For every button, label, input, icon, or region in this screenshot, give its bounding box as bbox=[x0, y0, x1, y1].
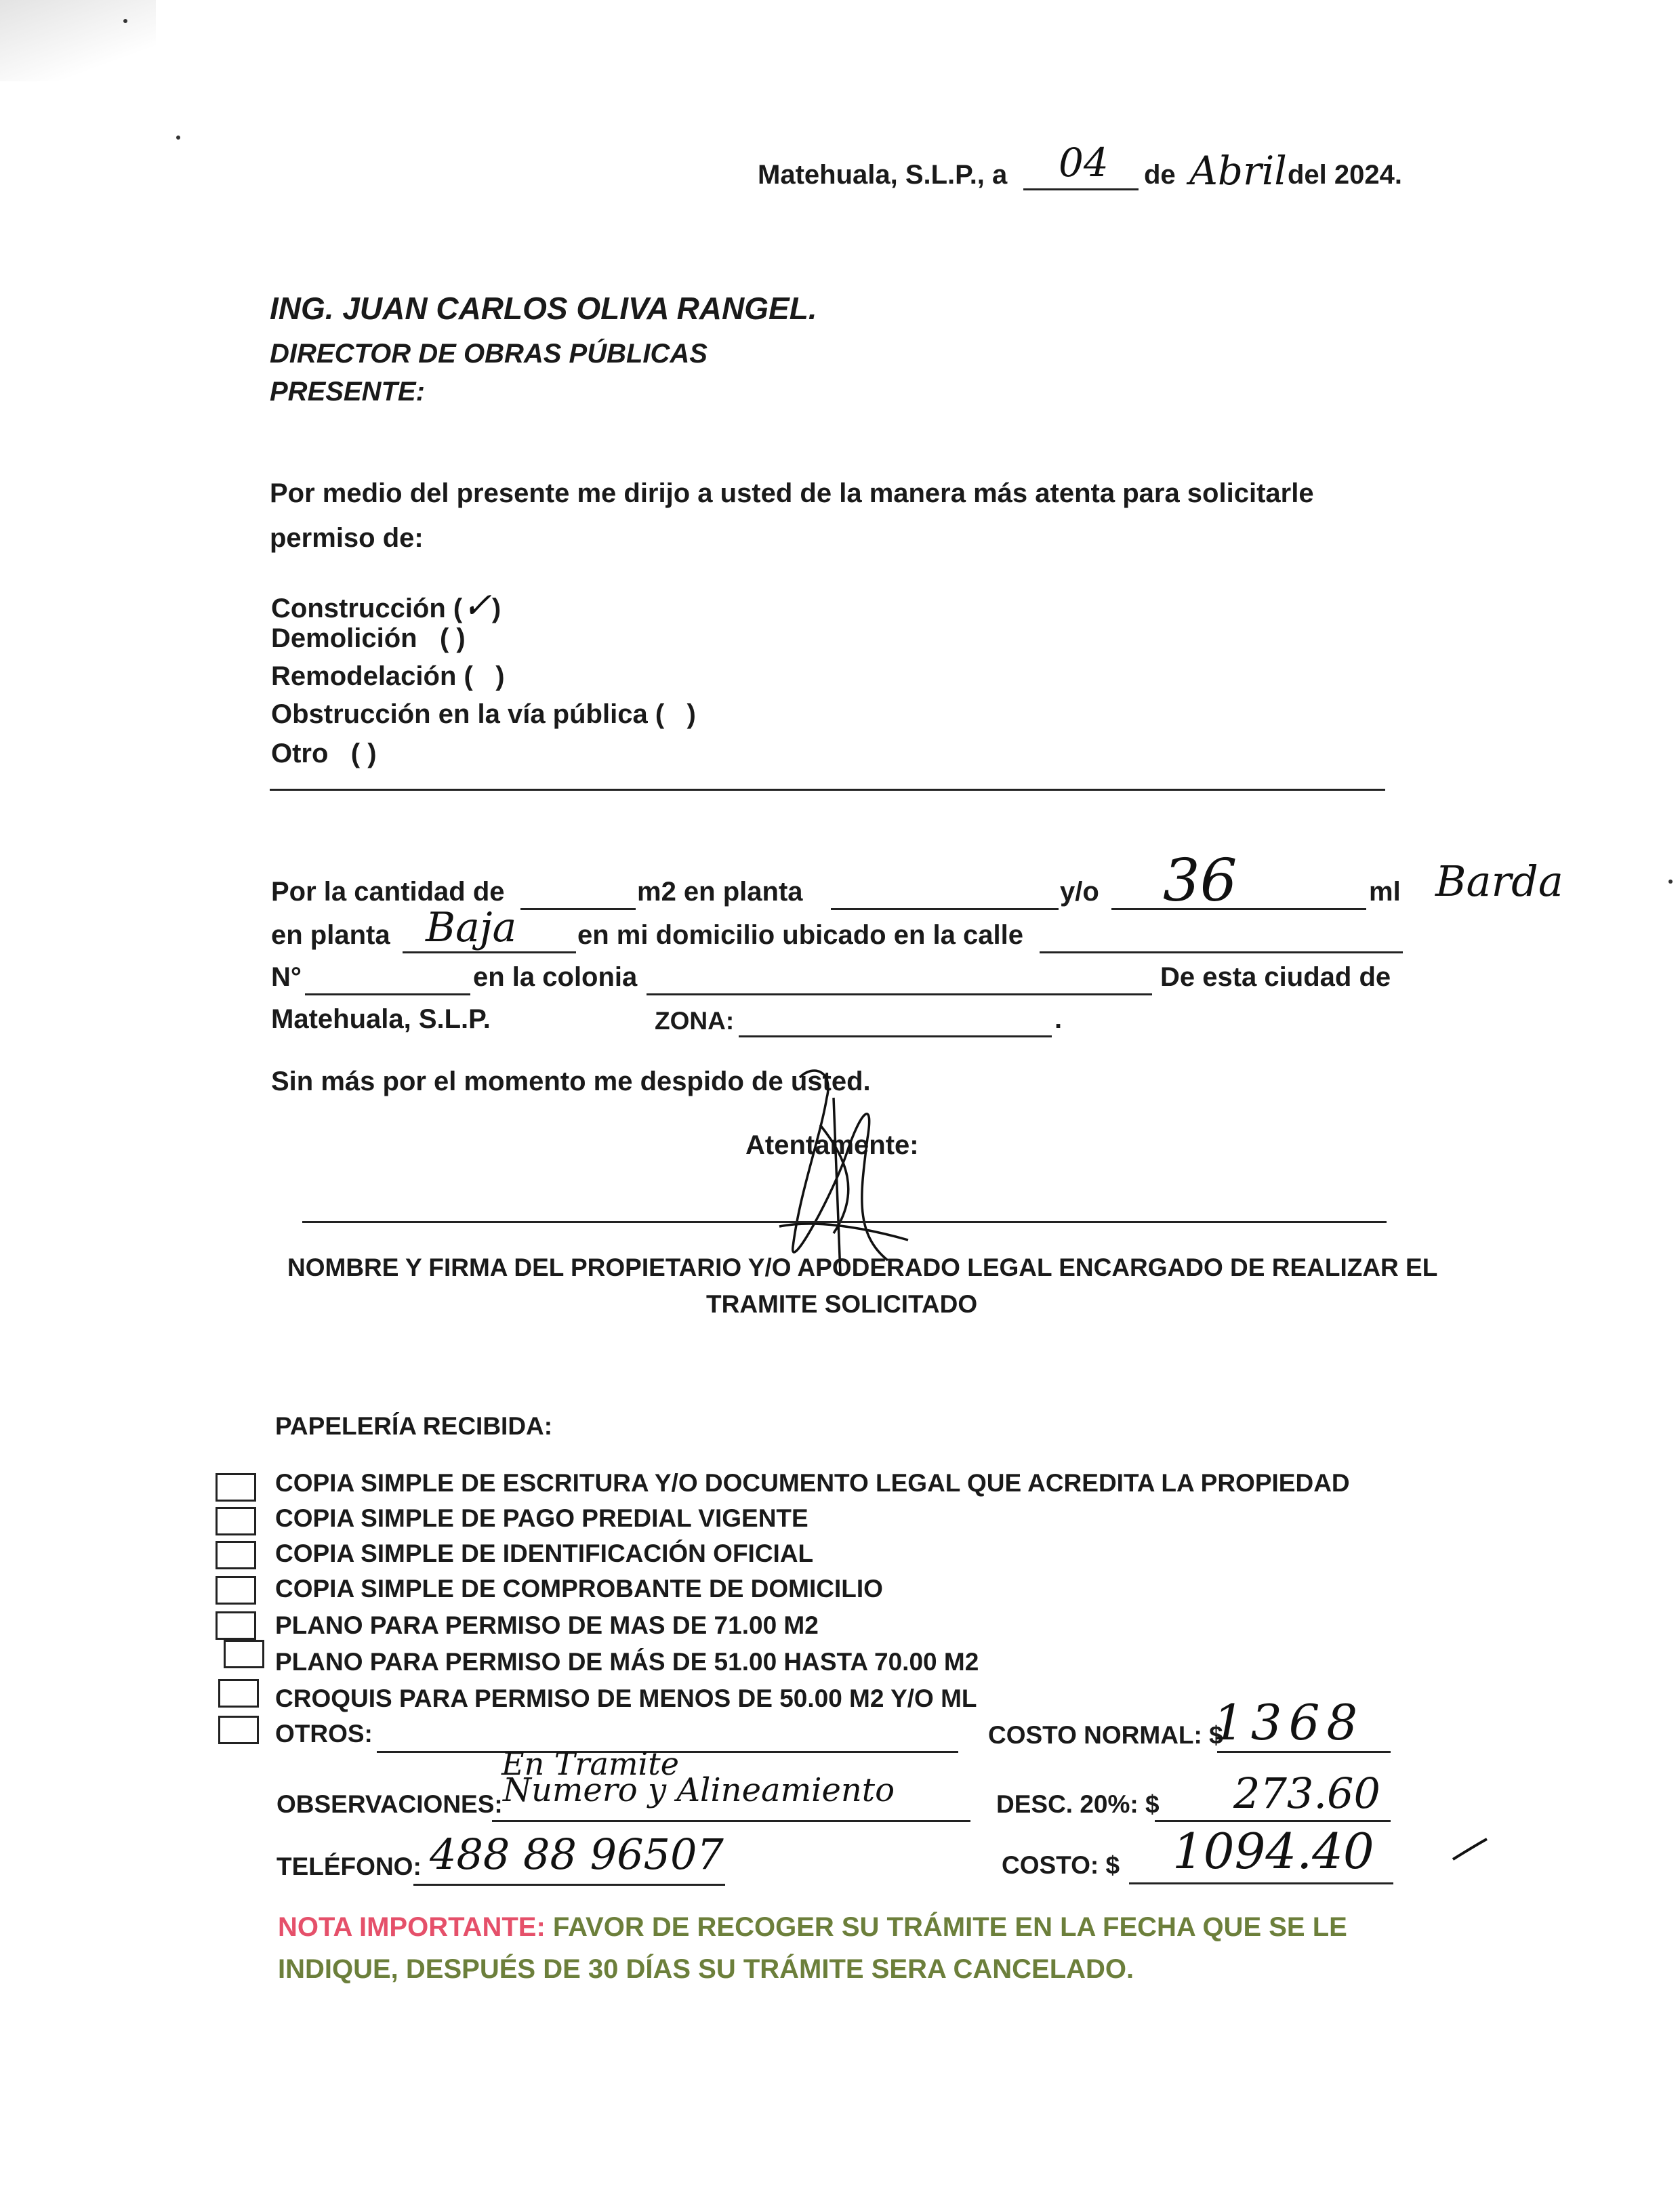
observaciones-label: OBSERVACIONES: bbox=[276, 1790, 503, 1818]
quantity-yo: y/o bbox=[1060, 877, 1099, 907]
scan-speck bbox=[1668, 880, 1673, 884]
nota-text-2: INDIQUE, DESPUÉS DE 30 DÍAS SU TRÁMITE SERA CANCELADO. bbox=[278, 1954, 1134, 1984]
telefono-label: TELÉFONO: bbox=[276, 1853, 422, 1880]
quantity-prefix: Por la cantidad de bbox=[271, 877, 505, 907]
scan-speck bbox=[123, 19, 127, 23]
costo-normal-label: COSTO NORMAL: $ bbox=[988, 1721, 1223, 1749]
papeleria-checkbox[interactable] bbox=[224, 1640, 264, 1668]
option-demolicion-box: ( ) bbox=[439, 623, 466, 653]
option-remodelacion bbox=[271, 661, 505, 692]
signature-caption-1: NOMBRE Y FIRMA DEL PROPIETARIO Y/O APODERADO LEGAL ENCARGADO DE REALIZAR EL bbox=[287, 1254, 1438, 1281]
quantity-ml-line bbox=[1111, 878, 1366, 910]
quantity-ml-note: Barda bbox=[1435, 856, 1563, 906]
intro-line-1: Por medio del presente me dirijo a usted de la manera más atenta para solicitarle bbox=[270, 478, 1314, 508]
quantity-m2-label: m2 en planta bbox=[637, 877, 803, 907]
papeleria-item: PLANO PARA PERMISO DE MÁS DE 51.00 HASTA 70.00 M2 bbox=[275, 1648, 979, 1676]
municipio-label: Matehuala, S.L.P. bbox=[271, 1004, 491, 1034]
papeleria-checkbox[interactable] bbox=[216, 1507, 256, 1535]
option-otro-label: Otro bbox=[271, 739, 329, 768]
calle-line bbox=[1040, 922, 1403, 953]
papeleria-item: CROQUIS PARA PERMISO DE MENOS DE 50.00 M2 Y/O ML bbox=[275, 1685, 977, 1712]
option-demolicion bbox=[271, 623, 466, 654]
option-construccion-check: ✓ bbox=[462, 585, 492, 626]
date-day-value: 04 bbox=[1059, 140, 1109, 186]
papeleria-title: PAPELERÍA RECIBIDA: bbox=[275, 1412, 553, 1440]
ciudad-label: De esta ciudad de bbox=[1160, 962, 1391, 992]
en-planta-label: en planta bbox=[271, 920, 390, 950]
papeleria-checkbox[interactable] bbox=[218, 1716, 259, 1744]
option-remodelacion-close: ) bbox=[495, 661, 505, 691]
colonia-line bbox=[647, 964, 1152, 995]
numero-line bbox=[305, 964, 470, 995]
date-month-value: Abril bbox=[1189, 148, 1287, 194]
domicilio-label: en mi domicilio ubicado en la calle bbox=[577, 920, 1023, 950]
zona-label: ZONA: bbox=[655, 1007, 735, 1035]
observaciones-value: Numero y Alineamiento bbox=[503, 1771, 895, 1809]
atentamente: Atentamente: bbox=[745, 1130, 919, 1160]
papeleria-item: COPIA SIMPLE DE COMPROBANTE DE DOMICILIO bbox=[275, 1575, 883, 1603]
option-otro bbox=[271, 739, 377, 769]
papeleria-checkbox[interactable] bbox=[216, 1576, 256, 1605]
papeleria-item: PLANO PARA PERMISO DE MAS DE 71.00 M2 bbox=[275, 1611, 819, 1639]
colonia-label: en la colonia bbox=[473, 962, 638, 992]
numero-label: N° bbox=[271, 962, 302, 992]
date-de: de bbox=[1144, 160, 1176, 190]
papeleria-checkbox[interactable] bbox=[216, 1541, 256, 1569]
telefono-value: 488 88 96507 bbox=[430, 1830, 724, 1879]
desc-value: 273.60 bbox=[1233, 1769, 1380, 1818]
quantity-ml-label: ml bbox=[1369, 877, 1401, 907]
option-obstruccion-label: Obstrucción en la vía pública ( bbox=[271, 699, 665, 729]
option-otro-box: ( ) bbox=[350, 739, 377, 768]
option-remodelacion-label: Remodelación ( bbox=[271, 661, 473, 691]
date-year: del 2024. bbox=[1288, 160, 1403, 190]
addressee-name: ING. JUAN CARLOS OLIVA RANGEL. bbox=[270, 291, 817, 326]
nota-text-1: FAVOR DE RECOGER SU TRÁMITE EN LA FECHA QUE SE LE bbox=[552, 1912, 1347, 1942]
date-place: Matehuala, S.L.P., a bbox=[758, 160, 1008, 190]
en-planta-value: Baja bbox=[426, 904, 517, 951]
costo-label: COSTO: $ bbox=[1002, 1851, 1120, 1879]
addressee-presente: PRESENTE: bbox=[270, 377, 425, 407]
option-demolicion-label: Demolición bbox=[271, 623, 417, 653]
quantity-planta-line bbox=[831, 878, 1059, 910]
signature-scribble bbox=[752, 1057, 928, 1287]
option-construccion-close: ) bbox=[491, 594, 501, 623]
checkmark-stroke bbox=[1450, 1836, 1491, 1863]
option-construccion bbox=[271, 585, 501, 626]
nota-label: NOTA IMPORTANTE: bbox=[278, 1912, 546, 1942]
despedida: Sin más por el momento me despido de usted. bbox=[271, 1067, 871, 1096]
otro-specify-line bbox=[270, 789, 1385, 791]
costo-normal-value: 1368 bbox=[1213, 1694, 1365, 1751]
scan-corner-shadow bbox=[0, 0, 156, 81]
costo-value: 1094.40 bbox=[1172, 1823, 1374, 1880]
papeleria-checkbox[interactable] bbox=[218, 1679, 259, 1708]
papeleria-checkbox[interactable] bbox=[216, 1611, 256, 1640]
nota-line-1 bbox=[278, 1912, 1347, 1943]
signature-caption-2: TRAMITE SOLICITADO bbox=[706, 1290, 978, 1318]
papeleria-item: COPIA SIMPLE DE IDENTIFICACIÓN OFICIAL bbox=[275, 1540, 814, 1567]
addressee-title: DIRECTOR DE OBRAS PÚBLICAS bbox=[270, 339, 708, 369]
papeleria-checkbox[interactable] bbox=[216, 1473, 256, 1502]
papeleria-item: COPIA SIMPLE DE ESCRITURA Y/O DOCUMENTO LEGAL QUE ACREDITA LA PROPIEDAD bbox=[275, 1469, 1350, 1497]
zona-line bbox=[739, 1006, 1052, 1037]
zona-end: . bbox=[1054, 1004, 1063, 1034]
papeleria-item: COPIA SIMPLE DE PAGO PREDIAL VIGENTE bbox=[275, 1504, 808, 1532]
option-obstruccion-close: ) bbox=[687, 699, 696, 729]
option-obstruccion bbox=[271, 699, 696, 730]
signature-line bbox=[302, 1221, 1387, 1223]
scan-speck bbox=[176, 136, 180, 140]
papeleria-item: OTROS: bbox=[275, 1720, 373, 1748]
option-construccion-label: Construcción ( bbox=[271, 594, 463, 623]
observaciones-note-above: En Tramite bbox=[501, 1746, 679, 1782]
quantity-m2-line bbox=[520, 878, 636, 910]
desc-label: DESC. 20%: $ bbox=[996, 1790, 1160, 1818]
intro-line-2: permiso de: bbox=[270, 523, 424, 553]
quantity-ml-value: 36 bbox=[1163, 847, 1237, 915]
